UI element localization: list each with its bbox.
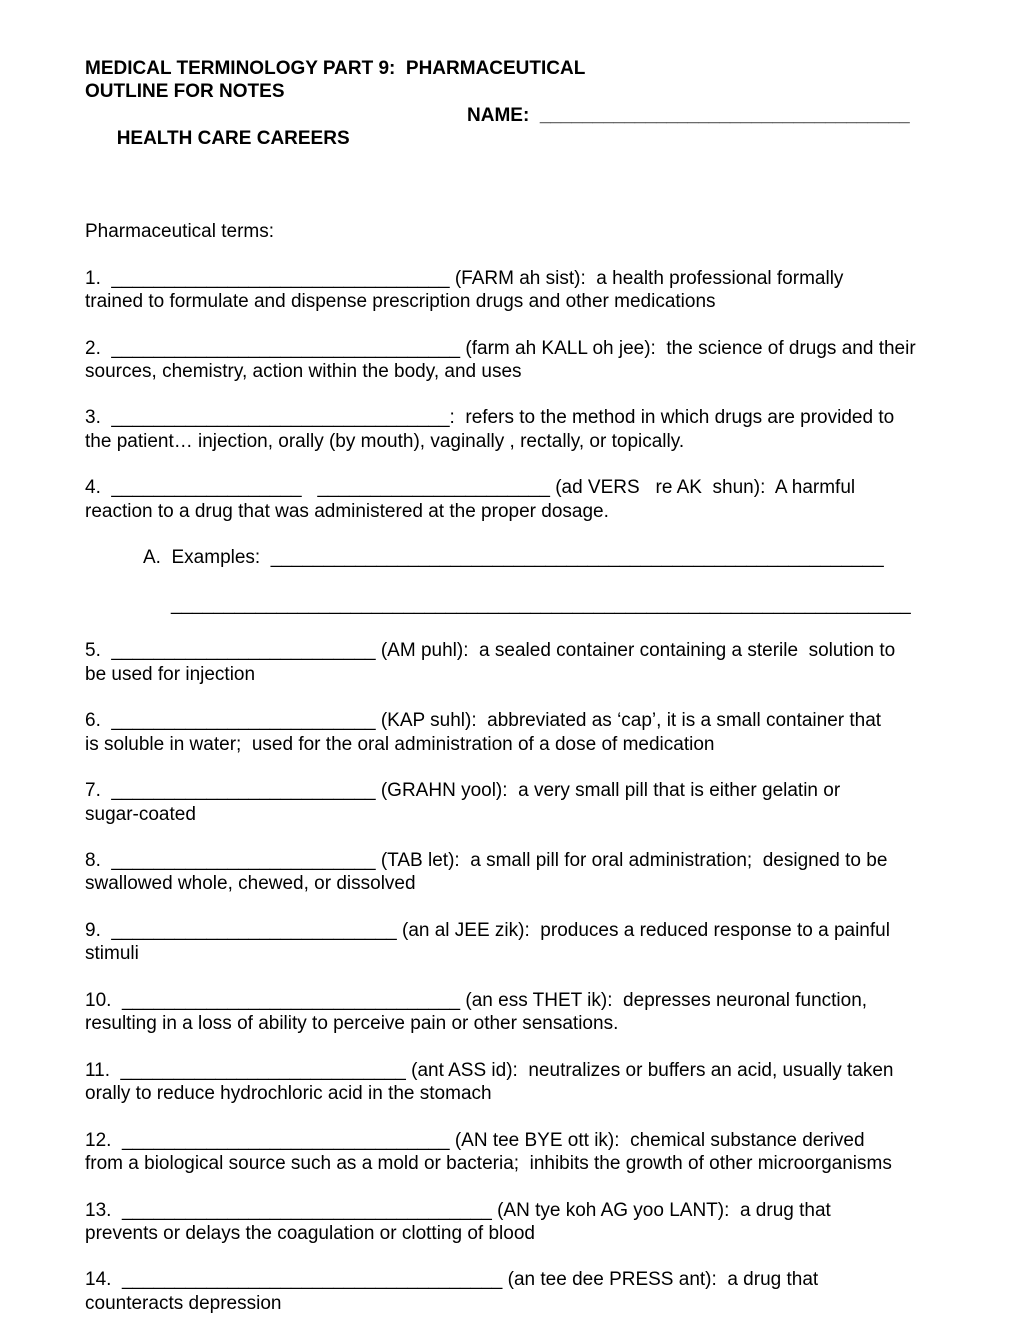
term-item-line: resulting in a loss of ability to perceive pain or other sensations. xyxy=(85,1013,619,1035)
term-item-6 xyxy=(85,709,940,756)
doc-subtitle: OUTLINE FOR NOTES xyxy=(85,81,285,103)
term-item-13 xyxy=(85,1199,940,1246)
term-item-5 xyxy=(85,639,940,686)
term-item-line: stimuli xyxy=(85,943,139,965)
term-item-2 xyxy=(85,337,940,384)
term-item-line: orally to reduce hydrochloric acid in the stomach xyxy=(85,1083,492,1105)
term-item-3 xyxy=(85,406,940,453)
term-item-line: 7. _________________________ (GRAHN yool): a very small pill that is either gelatin or xyxy=(85,780,841,802)
term-item-line: swallowed whole, chewed, or dissolved xyxy=(85,873,416,895)
term-item-line: the patient… injection, orally (by mouth), vaginally , rectally, or topically. xyxy=(85,430,685,452)
term-item-9 xyxy=(85,919,940,966)
term-item-line: 6. _________________________ (KAP suhl): abbreviated as ‘cap’, it is a small container that xyxy=(85,710,882,732)
term-item-10 xyxy=(85,989,940,1036)
term-item-line: 1. ________________________________ (FARM ah sist): a health professional formally xyxy=(85,267,844,289)
term-item-line: sugar-coated xyxy=(85,803,196,825)
term-item-11 xyxy=(85,1059,940,1106)
term-item-line: 8. _________________________ (TAB let): a small pill for oral administration; designed to be xyxy=(85,850,888,872)
examples-block xyxy=(143,546,940,616)
term-item-line: 2. _________________________________ (farm ah KALL oh jee): the science of drugs and their xyxy=(85,337,916,359)
term-item-line: 9. ___________________________ (an al JEE zik): produces a reduced response to a painful xyxy=(85,919,890,941)
term-item-line: counteracts depression xyxy=(85,1292,282,1314)
course-name: HEALTH CARE CAREERS xyxy=(116,127,350,149)
name-label: NAME: xyxy=(467,104,540,126)
term-item-1 xyxy=(85,267,940,314)
name-field-group xyxy=(467,104,910,127)
term-item-12 xyxy=(85,1129,940,1176)
term-item-14 xyxy=(85,1268,940,1315)
term-item-line: be used for injection xyxy=(85,663,256,685)
name-blank-line: ___________________________________ xyxy=(539,104,910,126)
term-item-line: 4. __________________ ______________________ (ad VERS re AK shun): A harmful xyxy=(85,477,856,499)
examples-label-line: A. Examples: __________________________________________________________ xyxy=(143,547,884,569)
examples-blank-line: ______________________________________________________________________ xyxy=(171,593,911,615)
doc-title: MEDICAL TERMINOLOGY PART 9: PHARMACEUTICAL xyxy=(85,58,586,79)
term-item-line: 12. _______________________________ (AN tee BYE ott ik): chemical substance derived xyxy=(85,1129,865,1151)
term-item-line: prevents or delays the coagulation or clotting of blood xyxy=(85,1222,535,1244)
term-item-line: 14. ____________________________________ (an tee dee PRESS ant): a drug that xyxy=(85,1269,819,1291)
course-name-line xyxy=(85,104,940,197)
term-item-4 xyxy=(85,476,940,523)
document-header xyxy=(85,57,940,197)
term-item-7 xyxy=(85,779,940,826)
term-item-line: 11. ___________________________ (ant ASS id): neutralizes or buffers an acid, usually taken xyxy=(85,1059,894,1081)
term-item-line: 5. _________________________ (AM puhl): a sealed container containing a sterile solution to xyxy=(85,640,896,662)
section-intro-text: Pharmaceutical terms: xyxy=(85,221,275,243)
term-item-line: 10. ________________________________ (an ess THET ik): depresses neuronal function, xyxy=(85,989,868,1011)
term-item-line: 3. ________________________________: refers to the method in which drugs are provided to xyxy=(85,407,895,429)
term-item-line: is soluble in water; used for the oral administration of a dose of medication xyxy=(85,733,715,755)
term-item-line: from a biological source such as a mold or bacteria; inhibits the growth of other microorganisms xyxy=(85,1152,892,1174)
term-item-line: reaction to a drug that was administered at the proper dosage. xyxy=(85,500,609,522)
term-item-line: trained to formulate and dispense prescription drugs and other medications xyxy=(85,290,716,312)
term-item-line: 13. ___________________________________ (AN tye koh AG yoo LANT): a drug that xyxy=(85,1199,831,1221)
term-item-line: sources, chemistry, action within the body, and uses xyxy=(85,360,522,382)
term-item-8 xyxy=(85,849,940,896)
section-intro xyxy=(85,220,940,243)
